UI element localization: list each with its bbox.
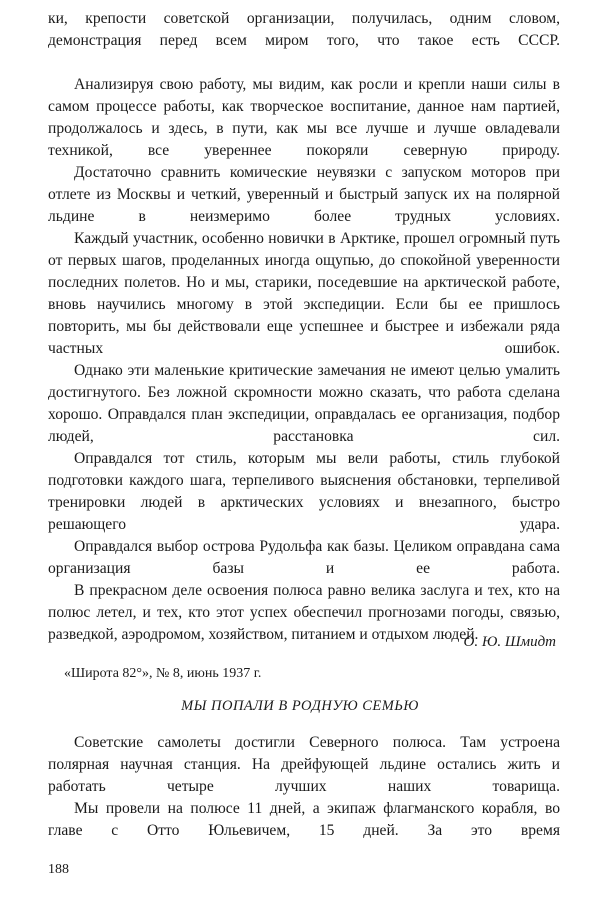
article-title: МЫ ПОПАЛИ В РОДНУЮ СЕМЬЮ bbox=[181, 698, 419, 714]
paragraph-8: В прекрасном деле освоения полюса равно велика заслуга и тех, кто на полюс летел, и тех, кто этот успех обеспечил прогнозами погоды, связью, разведкой, аэродромом, хозяйством, питанием и отдыхом людей. bbox=[48, 582, 560, 643]
page-number: 188 bbox=[48, 862, 69, 877]
paragraph-5: Однако эти маленькие критические замечания не имеют целью умалить достигнутого. Без ложной скромности можно сказать, что работа сделана хорошо. Оправдался план экспедиции, оправдалась ее организация, подбор людей, расстановка сил. bbox=[48, 362, 560, 445]
paragraph-7: Оправдался выбор острова Рудольфа как базы. Целиком оправдана сама организация базы и ее работа. bbox=[48, 538, 560, 577]
author-signature: О. Ю. Шмидт bbox=[463, 634, 556, 650]
paragraph-6: Оправдался тот стиль, которым мы вели работы, стиль глубокой подготовки каждого шага, терпеливого выяснения обстановки, терпеливой тренировки людей в арктических условиях и внезапного, быстро решающего удара. bbox=[48, 450, 560, 533]
source-citation: «Широта 82°», № 8, июнь 1937 г. bbox=[64, 666, 262, 681]
paragraph-4: Каждый участник, особенно новички в Арктике, прошел огромный путь от первых шагов, проделанных иногда ощупью, до спокойной уверенности последних полетов. Но и мы, старики, поседевшие на арктической работе, вновь научились многому в этой экспедиции. Если бы ее пришлось повторить, мы бы действовали еще успешнее и быстрее и избежали ряда частных ошибок. bbox=[48, 230, 560, 357]
paragraph-1: ки, крепости советской организации, получилась, одним словом, демонстрация перед всем миром того, что такое есть СССР. bbox=[48, 10, 560, 49]
paragraph-10: Мы провели на полюсе 11 дней, а экипаж флагманского корабля, во главе с Отто Юльевичем, 15 дней. За это время bbox=[48, 800, 560, 839]
paragraph-2: Анализируя свою работу, мы видим, как росли и крепли наши силы в самом процессе работы, как творческое воспитание, данное нам партией, продолжалось и здесь, в пути, как мы все лучше и лучше овладевали техникой, все увереннее покоряли северную природу. bbox=[48, 76, 560, 159]
paragraph-9: Советские самолеты достигли Северного полюса. Там устроена полярная научная станция. На дрейфующей льдине остались жить и работать четыре лучших наших товарища. bbox=[48, 734, 560, 795]
paragraph-3: Достаточно сравнить комические неувязки с запуском моторов при отлете из Москвы и четкий, уверенный и быстрый запуск их на полярной льдине в неизмеримо более трудных условиях. bbox=[48, 164, 560, 225]
